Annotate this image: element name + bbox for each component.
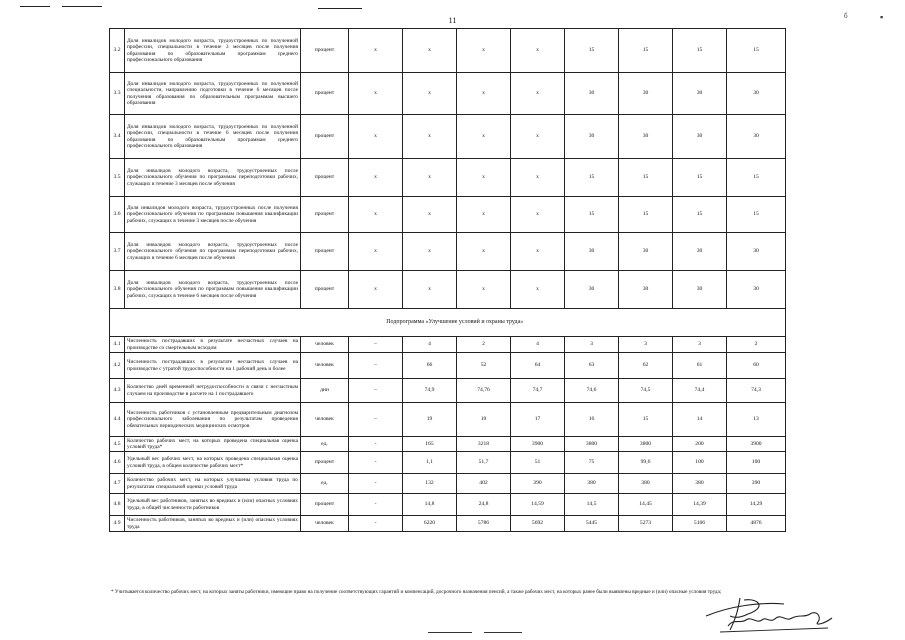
indicators-table [109,28,786,532]
unit-cell: ед. [301,437,349,452]
page-number: 11 [448,16,457,25]
unit-cell: процент [301,115,349,159]
value-cell: 5273 [619,516,673,532]
value-cell: 61 [673,353,727,379]
value-cell: х [511,233,565,271]
value-cell: 15 [727,159,786,197]
value-cell: 380 [619,474,673,494]
value-cell: 4876 [727,516,786,532]
value-cell: х [349,233,403,271]
value-cell: – [349,337,403,353]
value-cell: 15 [565,159,619,197]
unit-cell: процент [301,494,349,516]
value-cell: 3218 [457,437,511,452]
table-row [110,73,786,115]
value-cell: 3900 [511,437,565,452]
indicator-name: Доля инвалидов молодого возраста, трудоустроенных после получения профессионального обучения по программам повышения квалификации рабочих, служащих в течение 3 месяцев после обучения [125,197,301,233]
value-cell: 30 [727,73,786,115]
value-cell: 30 [565,233,619,271]
value-cell: 14,8 [403,494,457,516]
value-cell: 100 [673,452,727,474]
value-cell: 66 [403,353,457,379]
value-cell: 390 [511,474,565,494]
value-cell: 200 [673,437,727,452]
value-cell: 10 [457,403,511,437]
table-row [110,115,786,159]
value-cell: 14,59 [511,494,565,516]
value-cell: - [349,474,403,494]
row-number: 4.4 [110,403,125,437]
value-cell: 30 [673,73,727,115]
value-cell: 100 [727,452,786,474]
value-cell: 30 [565,271,619,309]
row-number: 3.6 [110,197,125,233]
value-cell: 17 [511,403,565,437]
value-cell: 5445 [565,516,619,532]
value-cell: 2 [727,337,786,353]
unit-cell: процент [301,452,349,474]
value-cell: 390 [727,474,786,494]
unit-cell: процент [301,159,349,197]
value-cell: 63 [565,353,619,379]
value-cell: 15 [619,159,673,197]
row-number: 4.6 [110,452,125,474]
row-number: 3.8 [110,271,125,309]
value-cell: 15 [619,29,673,73]
table-row [110,159,786,197]
value-cell: 30 [727,115,786,159]
indicator-name: Численность пострадавших в результате несчастных случаев на производстве с утратой трудоспособности на 1 рабочий день и более [125,353,301,379]
table-row [110,379,786,403]
value-cell: 15 [619,403,673,437]
value-cell: - [349,494,403,516]
value-cell: х [457,197,511,233]
table-row [110,494,786,516]
value-cell: х [511,197,565,233]
value-cell: – [349,379,403,403]
unit-cell: человек [301,353,349,379]
table-row [110,437,786,452]
value-cell: 30 [727,271,786,309]
value-cell: х [349,271,403,309]
value-cell: 74,76 [457,379,511,403]
value-cell: х [403,197,457,233]
row-number: 3.3 [110,73,125,115]
value-cell: х [511,29,565,73]
value-cell: 15 [673,29,727,73]
table-row [110,337,786,353]
value-cell: х [511,73,565,115]
value-cell: 64 [511,353,565,379]
value-cell: 15 [565,29,619,73]
indicator-name: Численность пострадавших в результате несчастных случаев на производстве со смертельным исходом [125,337,301,353]
value-cell: 3800 [565,437,619,452]
value-cell: 74,3 [727,379,786,403]
value-cell: х [457,271,511,309]
value-cell: 60 [727,353,786,379]
value-cell: - [349,516,403,532]
value-cell: х [349,29,403,73]
table-section-heading [110,309,786,337]
value-cell: 14,29 [727,494,786,516]
row-number: 4.5 [110,437,125,452]
indicator-name: Численность работников с установленным предварительным диагнозом профессионального заболевания по результатам проведения обязательных периодических медицинских осмотров [125,403,301,437]
value-cell: 14,45 [619,494,673,516]
scan-artifact-line [484,632,522,633]
row-number: 3.7 [110,233,125,271]
value-cell: 1,1 [403,452,457,474]
unit-cell: человек [301,403,349,437]
value-cell: х [457,115,511,159]
value-cell: 13 [727,403,786,437]
value-cell: 14,39 [673,494,727,516]
value-cell: 74,5 [619,379,673,403]
value-cell: 51 [511,452,565,474]
value-cell: х [457,233,511,271]
value-cell: 6220 [403,516,457,532]
value-cell: х [403,29,457,73]
corner-mark: б [844,12,848,20]
indicator-name: Количество дней временной нетрудоспособности в связи с несчастным случаем на производстве в расчете на 1 пострадавшего [125,379,301,403]
value-cell: х [457,29,511,73]
unit-cell: процент [301,233,349,271]
value-cell: 132 [403,474,457,494]
value-cell: 5692 [511,516,565,532]
value-cell: 380 [673,474,727,494]
value-cell: 15 [673,159,727,197]
value-cell: 75 [565,452,619,474]
indicator-name: Доля инвалидов молодого возраста, трудоустроенных после профессионального обучения по программам переподготовки рабочих, служащих в течение 3 месяцев после обучения [125,159,301,197]
indicator-name: Доля инвалидов молодого возраста, трудоустроенных после профессионального обучения по программам повышения квалификации рабочих, служащих в течение 6 месяцев после обучения [125,271,301,309]
value-cell: 3900 [727,437,786,452]
row-number: 3.5 [110,159,125,197]
unit-cell: процент [301,73,349,115]
table-row [110,233,786,271]
value-cell: 62 [619,353,673,379]
value-cell: 30 [727,233,786,271]
section-spacer [110,309,125,337]
value-cell: х [349,115,403,159]
value-cell: 4 [511,337,565,353]
footnote: * Учитывается количество рабочих мест, на которых заняты работники, имеющие право на получение соответствующих гарантий и компенсаций, досрочного назначения пенсий, а также рабочих мест, на которых ранее были выявлены вредные и (или) опасные условия труда; [111,589,722,595]
value-cell: 15 [565,197,619,233]
value-cell: х [457,159,511,197]
value-cell: 74,7 [511,379,565,403]
value-cell: 2 [457,337,511,353]
value-cell: 99,6 [619,452,673,474]
value-cell: 30 [619,271,673,309]
unit-cell: процент [301,197,349,233]
value-cell: 15 [673,197,727,233]
value-cell: х [349,73,403,115]
value-cell: 52 [457,353,511,379]
value-cell: 4 [403,337,457,353]
unit-cell: человек [301,516,349,532]
value-cell: 5786 [457,516,511,532]
value-cell: – [349,403,403,437]
value-cell: 30 [619,115,673,159]
value-cell: х [349,159,403,197]
row-number: 4.8 [110,494,125,516]
indicator-name: Доля инвалидов молодого возраста, трудоустроенных после профессионального обучения по программам переподготовки рабочих, служащих в течение 6 месяцев после обучения [125,233,301,271]
value-cell: 402 [457,474,511,494]
indicator-name: Удельный вес работников, занятых во вредных и (или) опасных условиях труда, в общей численности работников [125,494,301,516]
value-cell: 3 [619,337,673,353]
subprogram-title: Подпрограмма «Улучшение условий и охраны труда» [125,309,786,337]
value-cell: 30 [565,115,619,159]
value-cell: 30 [619,233,673,271]
indicator-name: Удельный вес рабочих мест, на которых проведена специальная оценка условий труда, в общем количестве рабочих мест* [125,452,301,474]
indicator-name: Доля инвалидов молодого возраста, трудоустроенных по полученной профессии, специальности в течение 6 месяцев после получения образования по образовательным программам среднего профессионального образования [125,115,301,159]
table-row [110,353,786,379]
table-row [110,516,786,532]
row-number: 4.9 [110,516,125,532]
unit-cell: процент [301,29,349,73]
subprogram-row [110,309,786,337]
value-cell: х [403,233,457,271]
unit-cell: дни [301,379,349,403]
value-cell: 3800 [619,437,673,452]
value-cell: 5106 [673,516,727,532]
unit-cell: процент [301,271,349,309]
value-cell: 3 [673,337,727,353]
scan-artifact-line [20,6,50,7]
signature-image [700,588,840,638]
corner-dot: ▪ [880,12,884,22]
unit-cell: человек [301,337,349,353]
indicator-name: Численность работников, занятых во вредных и (или) опасных условиях труда [125,516,301,532]
indicator-name: Доля инвалидов молодого возраста, трудоустроенных по полученной специальности, направлению подготовки в течение 6 месяцев после получения образования по образовательным программам высшего образования [125,73,301,115]
scan-artifact-line [62,6,102,7]
value-cell: 19 [403,403,457,437]
value-cell: х [511,271,565,309]
table-row [110,197,786,233]
value-cell: - [349,437,403,452]
value-cell: 14,5 [565,494,619,516]
indicator-name: Количество рабочих мест, на которых улучшены условия труда по результатам специальной оценки условий труда [125,474,301,494]
value-cell: - [349,452,403,474]
table-row [110,29,786,73]
row-number: 4.7 [110,474,125,494]
value-cell: 15 [727,197,786,233]
unit-cell: ед. [301,474,349,494]
row-number: 3.2 [110,29,125,73]
table-row [110,271,786,309]
value-cell: 14 [673,403,727,437]
value-cell: х [403,115,457,159]
value-cell: 51,7 [457,452,511,474]
table-row [110,452,786,474]
table-row [110,474,786,494]
value-cell: 165 [403,437,457,452]
value-cell: 380 [565,474,619,494]
table-section-disability-employment [110,29,786,309]
value-cell: 74,6 [565,379,619,403]
value-cell: х [403,159,457,197]
value-cell: 74,9 [403,379,457,403]
indicator-name: Доля инвалидов молодого возраста, трудоустроенных по полученной профессии, специальности в течение 3 месяцев после получения образования по образовательным программам среднего профессионального образования [125,29,301,73]
scan-artifact-line [428,632,472,633]
value-cell: 30 [673,233,727,271]
value-cell: 24,8 [457,494,511,516]
row-number: 4.1 [110,337,125,353]
value-cell: 30 [619,73,673,115]
value-cell: 15 [727,29,786,73]
row-number: 4.3 [110,379,125,403]
scan-artifact-line [318,8,362,9]
value-cell: 15 [619,197,673,233]
row-number: 4.2 [110,353,125,379]
table-row [110,403,786,437]
value-cell: 16 [565,403,619,437]
value-cell: 74,4 [673,379,727,403]
value-cell: х [403,271,457,309]
value-cell: 30 [673,115,727,159]
value-cell: х [511,159,565,197]
value-cell: х [457,73,511,115]
row-number: 3.4 [110,115,125,159]
value-cell: 3 [565,337,619,353]
table-section-labor-safety [110,337,786,532]
value-cell: 30 [565,73,619,115]
value-cell: 30 [673,271,727,309]
indicator-name: Количество рабочих мест, на которых проведена специальная оценка условий труда* [125,437,301,452]
value-cell: х [349,197,403,233]
value-cell: х [511,115,565,159]
value-cell: – [349,353,403,379]
value-cell: х [403,73,457,115]
